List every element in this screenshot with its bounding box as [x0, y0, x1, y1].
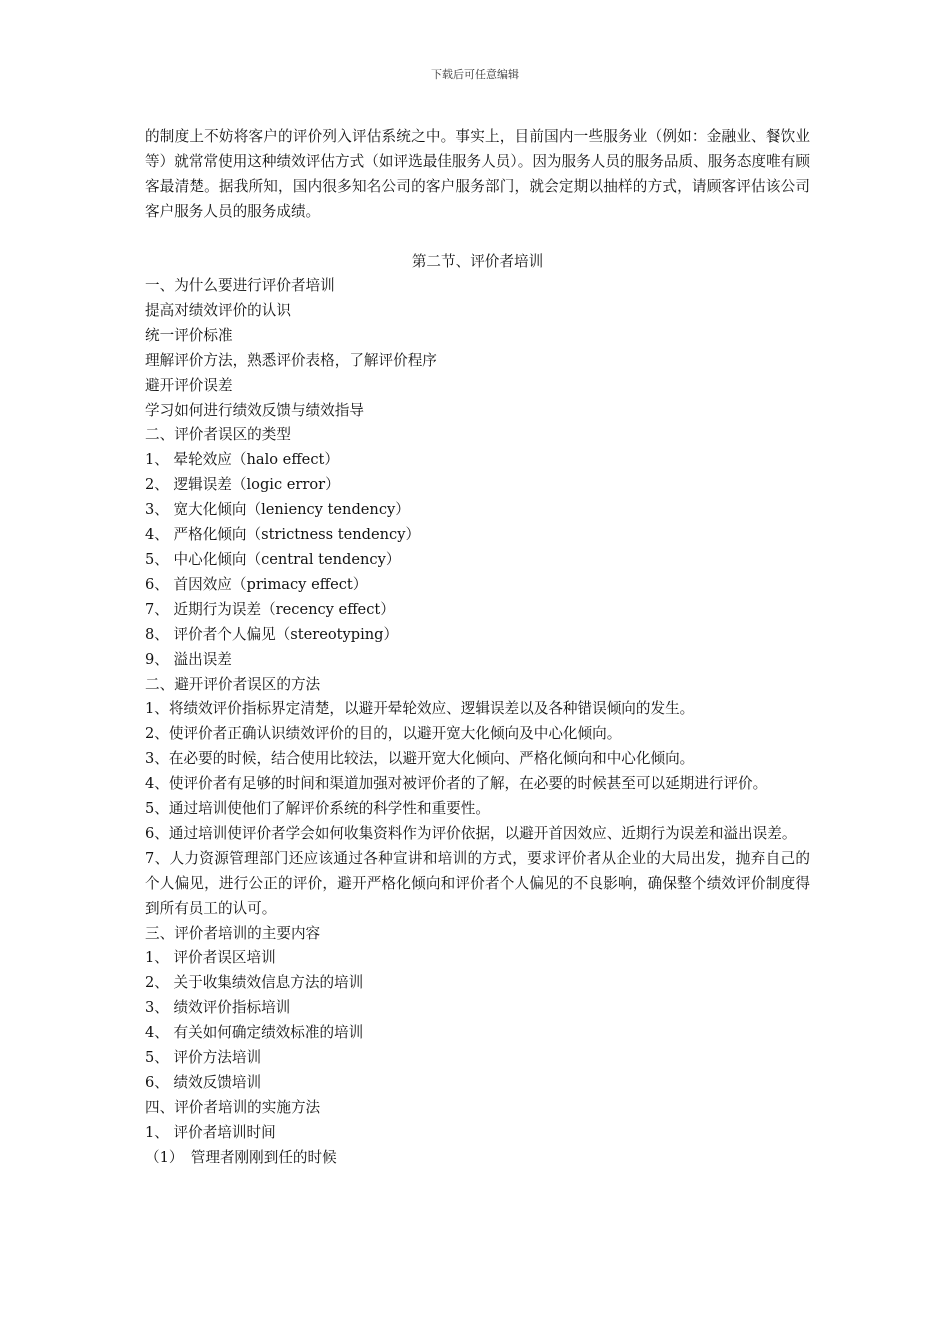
page-header: 下载后可任意编辑 — [431, 68, 519, 81]
intro-paragraph: 的制度上不妨将客户的评价列入评估系统之中。事实上，目前国内一些服务业（例如：金融业、餐饮业等）就常常使用这种绩效评估方式（如评选最佳服务人员）。因为服务人员的服务品质、服务态度唯有顾客最清楚。据我所知，国内很多知名公司的客户服务部门，就会定期以抽样的方式，请顾客评估该公司客户服务人员的服务成绩。 — [145, 128, 810, 220]
list-item: 6、 首因效应（primacy effect） — [145, 575, 368, 593]
list-item: 4、使评价者有足够的时间和渠道加强对被评价者的了解，在必要的时候甚至可以延期进行评价。 — [145, 775, 768, 793]
list-item: 2、 关于收集绩效信息方法的培训 — [145, 974, 364, 992]
list-item: 6、通过培训使评价者学会如何收集资料作为评价依据，以避开首因效应、近期行为误差和溢出误差。 — [145, 824, 797, 842]
heading-avoid-errors: 二、避开评价者误区的方法 — [145, 675, 321, 693]
list-item: 1、 评价者误区培训 — [145, 949, 276, 967]
list-item: 避开评价误差 — [145, 376, 233, 394]
list-item: 5、 中心化倾向（central tendency） — [145, 550, 401, 568]
list-item: 3、 绩效评价指标培训 — [145, 999, 291, 1017]
list-item: 5、通过培训使他们了解评价系统的科学性和重要性。 — [145, 800, 490, 818]
list-item: 理解评价方法，熟悉评价表格，了解评价程序 — [145, 351, 437, 369]
list-item: 1、将绩效评价指标界定清楚，以避开晕轮效应、逻辑误差以及各种错误倾向的发生。 — [145, 700, 695, 718]
heading-implementation: 四、评价者培训的实施方法 — [145, 1098, 321, 1116]
list-item: 6、 绩效反馈培训 — [145, 1074, 262, 1091]
list-item: 学习如何进行绩效反馈与绩效指导 — [145, 401, 364, 419]
list-item: 7、 近期行为误差（recency effect） — [145, 600, 395, 618]
section-title: 第二节、评价者培训 — [411, 253, 544, 270]
list-item: 7、人力资源管理部门还应该通过各种宣讲和培训的方式，要求评价者从企业的大局出发，抛弃自己的个人偏见，进行公正的评价，避开严格化倾向和评价者个人偏见的不良影响，确保整个绩效评价制度得到所有员工的认可。 — [145, 849, 810, 917]
list-item: 1、 晕轮效应（halo effect） — [145, 451, 339, 469]
list-item: 3、在必要的时候，结合使用比较法，以避开宽大化倾向、严格化倾向和中心化倾向。 — [145, 750, 695, 768]
line-list — [145, 274, 810, 1171]
list-item: 5、 评价方法培训 — [145, 1049, 262, 1067]
list-item: 统一评价标准 — [145, 326, 233, 344]
list-item: 2、使评价者正确认识绩效评价的目的，以避开宽大化倾向及中心化倾向。 — [145, 725, 622, 743]
list-item: 4、 有关如何确定绩效标准的培训 — [145, 1024, 364, 1042]
list-item: 1、 评价者培训时间 — [145, 1123, 276, 1141]
list-item: （1） 管理者刚刚到任的时候 — [145, 1148, 337, 1166]
heading-training-content: 三、评价者培训的主要内容 — [145, 924, 321, 942]
list-item: 9、 溢出误差 — [145, 650, 232, 668]
list-item: 提高对绩效评价的认识 — [145, 301, 291, 319]
list-item: 3、 宽大化倾向（leniency tendency） — [145, 501, 410, 519]
list-item: 2、 逻辑误差（logic error） — [145, 476, 340, 494]
list-item: 8、 评价者个人偏见（stereotyping） — [145, 625, 399, 643]
heading-why-training: 一、为什么要进行评价者培训 — [145, 277, 335, 294]
heading-error-types: 二、评价者误区的类型 — [145, 426, 291, 444]
document-body — [145, 124, 810, 1171]
list-item: 4、 严格化倾向（strictness tendency） — [145, 526, 421, 544]
